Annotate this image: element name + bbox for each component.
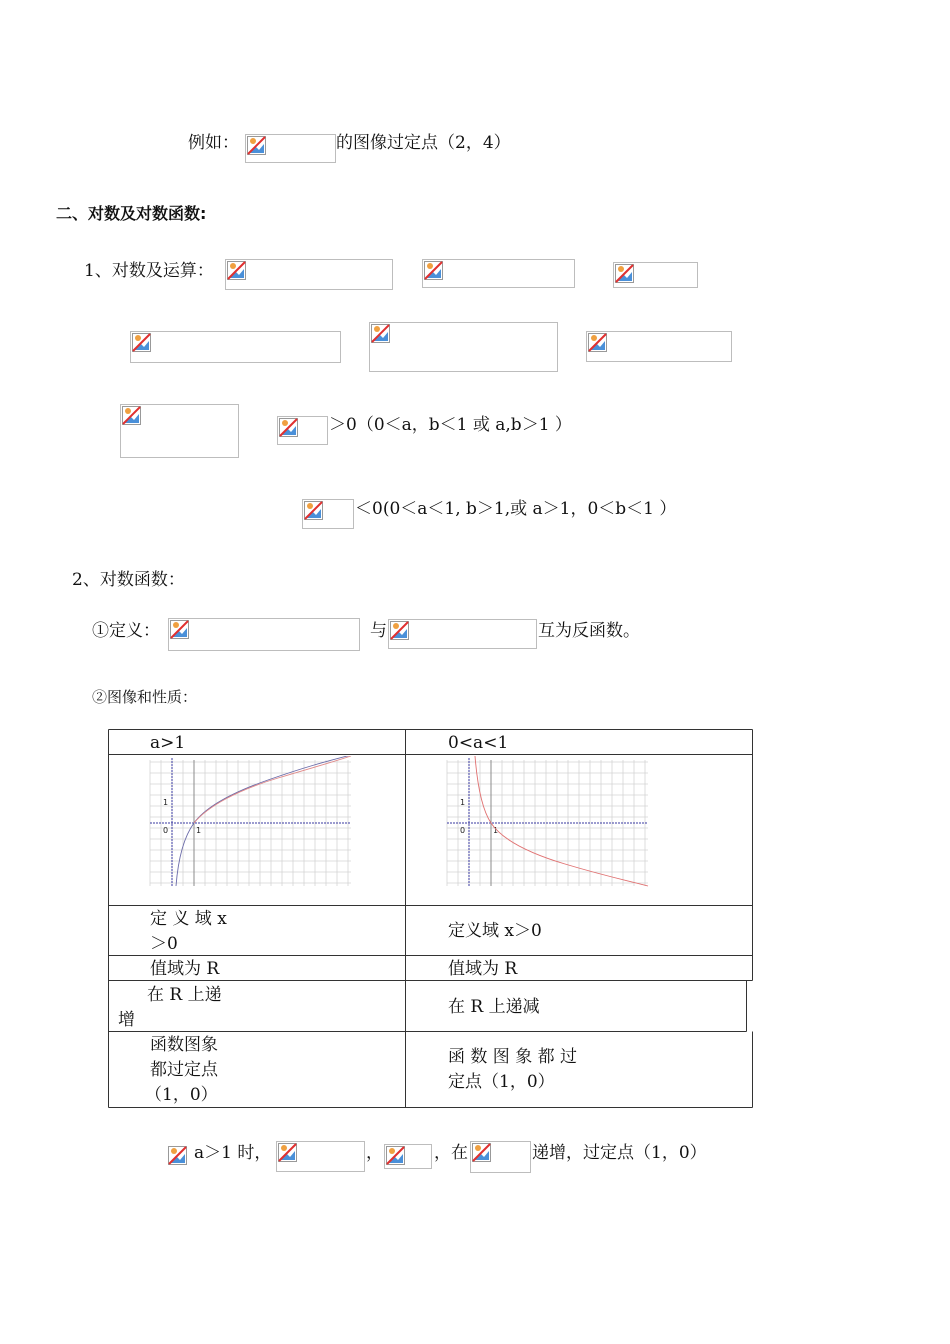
- graph-increasing-log: [148, 756, 353, 888]
- example-prefix: 例如：: [188, 133, 239, 153]
- cell-mono-left-1: 在 R 上递: [147, 985, 222, 1005]
- inequality-negative: ＜0(0＜a＜1, b＞1,或 a＞1，0＜b＜1 ）: [355, 499, 677, 519]
- header-a-greater-1: a>1: [150, 733, 186, 753]
- log-curve-lower: [176, 756, 351, 886]
- definition-suffix: 互为反函数。: [538, 621, 640, 641]
- cell-fixed-left-3: （1，0）: [145, 1085, 218, 1105]
- log-curve-upper: [194, 756, 351, 823]
- broken-image-icon: [278, 1143, 297, 1162]
- tick-origin: 0: [460, 826, 466, 835]
- last-line-part1: a＞1 时，: [194, 1143, 272, 1163]
- broken-image-icon: [168, 1146, 187, 1165]
- cell-domain-right: 定义域 x＞0: [448, 921, 542, 941]
- example-suffix: 的图像过定点（2，4）: [336, 133, 511, 153]
- header-a-between-0-1: 0<a<1: [448, 733, 509, 753]
- formula-image: [167, 1145, 188, 1169]
- formula-image: [276, 1141, 365, 1172]
- tick-x-1: 1: [196, 826, 202, 835]
- tick-y-1: 1: [163, 798, 169, 807]
- cell-fixed-right-1: 函 数 图 象 都 过: [448, 1047, 578, 1067]
- last-line-part2: ，: [366, 1143, 383, 1163]
- inequality-positive: ＞0（0＜a，b＜1 或 a,b＞1 ）: [329, 415, 572, 435]
- cell-mono-right: 在 R 上递减: [448, 997, 540, 1017]
- broken-image-icon: [386, 1146, 405, 1165]
- broken-image-icon: [472, 1143, 491, 1162]
- section-title: 二、对数及对数函数:: [56, 204, 207, 223]
- properties-label: ②图像和性质：: [92, 688, 198, 706]
- graph-decreasing-log: [445, 756, 650, 888]
- tick-x-1: 1: [493, 826, 499, 835]
- last-line-part3: ，在: [434, 1143, 468, 1163]
- cell-range-left: 值域为 R: [150, 959, 220, 979]
- cell-fixed-left-2: 都过定点: [150, 1060, 218, 1080]
- tick-y-1: 1: [460, 798, 466, 807]
- cell-fixed-right-2: 定点（1，0）: [448, 1072, 555, 1092]
- cell-range-right: 值域为 R: [448, 959, 518, 979]
- cell-domain-left-2: ＞0: [150, 934, 178, 954]
- log-curve-decreasing: [475, 756, 648, 886]
- definition-middle: 与: [370, 621, 387, 641]
- formula-image: [384, 1144, 432, 1169]
- last-line-part4: 递增，过定点（1，0）: [532, 1143, 707, 1163]
- cell-fixed-left-1: 函数图象: [150, 1035, 218, 1055]
- tick-origin: 0: [163, 826, 169, 835]
- item1-label: 1、对数及运算：: [84, 261, 214, 281]
- cell-mono-left-2: 增: [118, 1010, 135, 1030]
- cell-domain-left-1: 定 义 域 x: [150, 909, 227, 929]
- definition-label: ①定义：: [92, 621, 160, 641]
- formula-image: [470, 1141, 531, 1173]
- item2-label: 2、对数函数：: [72, 570, 185, 590]
